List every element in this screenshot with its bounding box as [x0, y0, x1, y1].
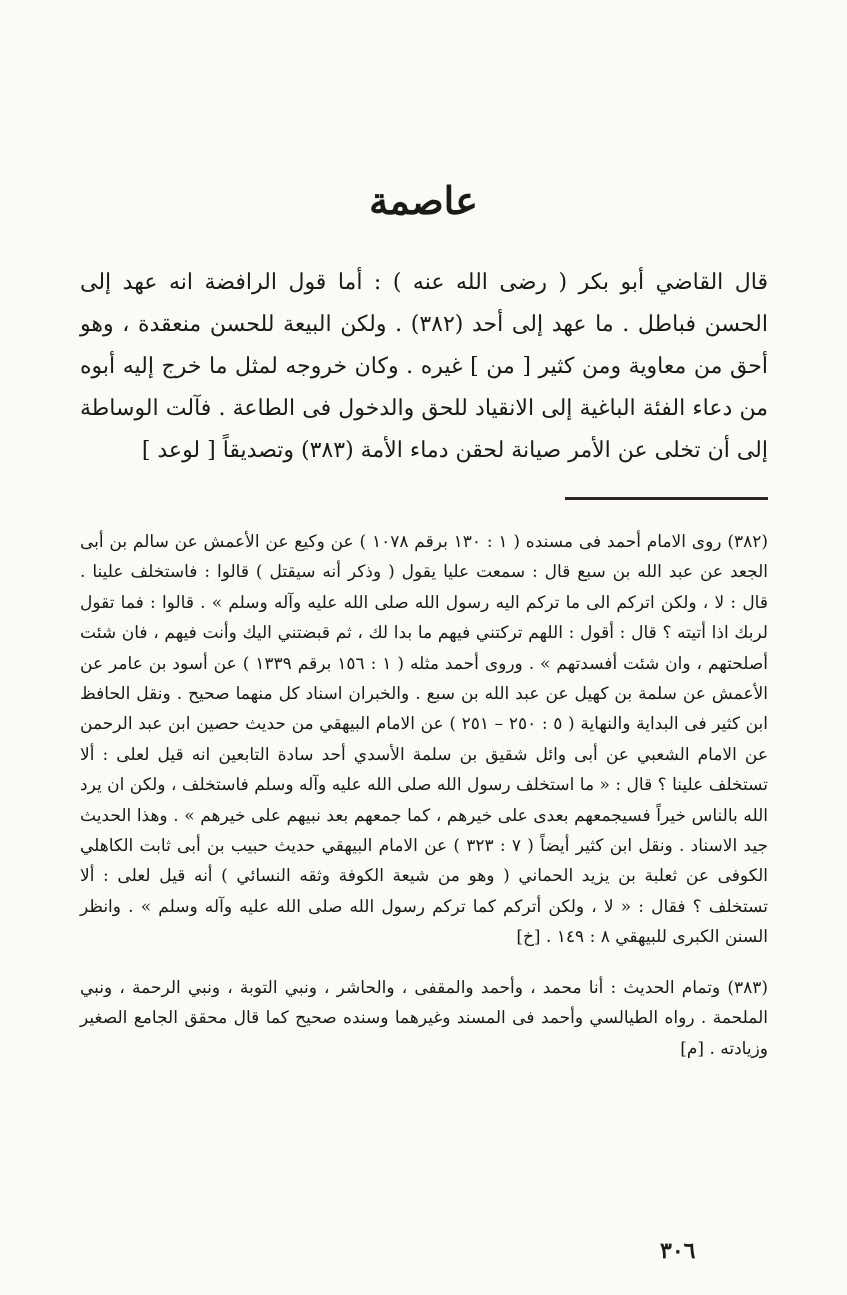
main-paragraph: قال القاضي أبو بكر ( رضى الله عنه ) : أما قول الرافضة انه عهد إلى الحسن فباطل . ما عهد إلى أحد (٣٨٢) . ولكن البيعة للحسن منعقدة ، وهو أحق من معاوية ومن كثير [ من ] غيره . وكان خروجه لمثل ما خرج إليه أبوه من دعاء الفئة الباغية إلى الانقياد للحق والدخول فى الطاعة . فآلت الوساطة إلى أن تخلى عن الأمر صيانة لحقن دماء الأمة (٣٨٣) وتصديقاً [ لوعد ]: [80, 270, 768, 463]
footnote-382: (٣٨٢) روى الامام أحمد فى مسنده ( ١ : ١٣٠ برقم ١٠٧٨ ) عن وكيع عن الأعمش عن سالم بن أبى الجعد عن عبد الله بن سبع قال : سمعت عليا يقول ( وذكر أنه سيقتل ) قالوا : فاستخلف علينا . قال : لا ، ولكن اتركم الى ما تركم اليه رسول الله صلى الله عليه وآله وسلم » . قالوا : فما تقول لربك اذا أتيته ؟ قال : أقول : اللهم تركتني فيهم ما بدا لك ، ثم قبضتني اليك وأنت فيهم ، فان شئت أصلحتهم ، وان شئت أفسدتهم » . وروى أحمد مثله ( ١ : ١٥٦ برقم ١٣٣٩ ) عن أسود بن عامر عن الأعمش عن سلمة بن كهيل عن عبد الله بن سبع . والخبران اسناد كل منهما صحيح . ونقل الحافظ ابن كثير فى البداية والنهاية ( ٥ : ٢٥٠ – ٢٥١ ) عن الامام البيهقي من حديث حصين ابن عبد الرحمن عن الامام الشعبي عن أبى وائل شقيق بن سلمة الأسدي أحد سادة التابعين انه قيل لعلى : ألا تستخلف علينا ؟ قال : « ما استخلف رسول الله صلى الله عليه وآله وسلم فاستخلف ، ولكن ان يرد الله بالناس خيراً فسيجمعهم بعدى على خيرهم ، كما جمعهم بعد نبيهم على خيرهم » . وهذا الحديث جيد الاسناد . ونقل ابن كثير أيضاً ( ٧ : ٣٢٣ ) عن الامام البيهقي حديث حبيب بن أبى ثابت الكاهلي الكوفى عن ثعلبة بن يزيد الحماني ( وهو من شيعة الكوفة وثقه النسائي ) أنه قيل لعلى : ألا تستخلف ؟ فقال : « لا ، ولكن أتركم كما تركم رسول الله صلى الله عليه وآله وسلم » . وانظر السنن الكبرى للبيهقي ٨ : ١٤٩ . [خ]: [80, 532, 769, 948]
page-title: عاصمة: [369, 178, 478, 223]
footnote-383: (٣٨٣) وتمام الحديث : أنا محمد ، وأحمد والمقفى ، والحاشر ، ونبي التوبة ، ونبي الرحمة ، ونبي الملحمة . رواه الطيالسي وأحمد فى المسند وغيرهما وسنده صحيح كما قال محقق الجامع الصغير وزيادته . [م]: [80, 977, 768, 1059]
main-text-block: [80, 262, 768, 472]
page-number: ٣٠٦: [660, 1238, 696, 1264]
footnotes-section: [80, 527, 768, 1064]
footnote-divider: [565, 497, 768, 500]
